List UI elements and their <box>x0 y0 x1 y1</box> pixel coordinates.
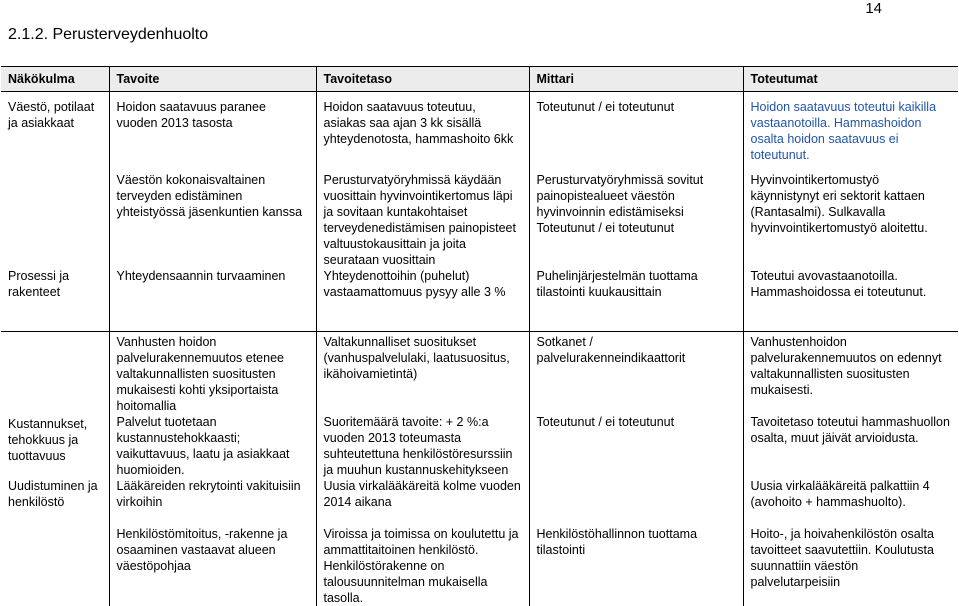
cell-perspective <box>1 332 109 415</box>
page-number: 14 <box>865 0 882 17</box>
table-row <box>1 268 958 332</box>
table-header-row <box>1 67 958 92</box>
table-row <box>1 526 958 606</box>
cell-target: Viroissa ja toimissa on koulutettu ja ammattitaitoinen henkilöstö. Henkilöstörakenne on talousuunnitelman mukaisella tasolla. <box>316 526 529 606</box>
cell-metric <box>529 478 743 526</box>
cell-goal: Väestön kokonaisvaltainen terveyden edistäminen yhteistyössä jäsenkuntien kanssa <box>109 172 316 268</box>
cell-result: Hoidon saatavuus toteutui kaikilla vastaanotoilla. Hammashoidon osalta hoidon saatavuus ei toteutunut. <box>743 92 958 172</box>
column-header-target: Tavoitetaso <box>316 67 529 92</box>
section-heading: 2.1.2. Perusterveydenhuolto <box>8 26 209 43</box>
cell-metric: Toteutunut / ei toteutunut <box>529 92 743 172</box>
cell-perspective: Kustannukset, tehokkuus ja tuottavuus <box>8 417 88 463</box>
cell-metric: Sotkanet / palvelurakenneindikaattorit <box>529 332 743 415</box>
cell-goal: Lääkäreiden rekrytointi vakituisiin virkoihin <box>109 478 316 526</box>
cell-metric: Perusturvatyöryhmissä sovitut painopistealueet väestön hyvinvoinnin edistämiseksi Toteutunut / ei toteutunut <box>529 172 743 268</box>
cell-goal: Palvelut tuotetaan kustannustehokkaasti; vaikuttavuus, laatu ja asiakkaat huomioiden. <box>109 414 316 478</box>
cell-target: Hoidon saatavuus toteutuu, asiakas saa ajan 3 kk sisällä yhteydenotosta, hammashoito 6kk <box>316 92 529 172</box>
cell-result: Hyvinvointikertomustyö käynnistynyt eri sektorit kattaen (Rantasalmi). Sulkavalla hyvinvointikertomustyö aloitettu. <box>743 172 958 268</box>
column-header-result: Toteutumat <box>743 67 958 92</box>
column-header-perspective: Näkökulma <box>1 67 109 92</box>
cell-perspective <box>1 172 109 268</box>
column-header-metric: Mittari <box>529 67 743 92</box>
indicator-table <box>1 66 958 606</box>
cell-goal: Hoidon saatavuus paranee vuoden 2013 tasosta <box>109 92 316 172</box>
table-row <box>1 92 958 172</box>
cell-metric: Henkilöstöhallinnon tuottama tilastointi <box>529 526 743 606</box>
table-row <box>1 172 958 268</box>
cell-result: Tavoitetaso toteutui hammashuollon osalta, muut jäivät arvioidusta. <box>743 414 958 478</box>
cell-result: Vanhustenhoidon palvelurakennemuutos on edennyt valtakunnallisten suositusten mukaisesti. <box>743 332 958 415</box>
cell-target: Perusturvatyöryhmissä käydään vuosittain hyvinvointikertomus läpi ja sovitaan kuntakohtaiset terveydenedistämisen painopisteet valtuustokausittain ja joita seurataan vuosittain <box>316 172 529 268</box>
cell-result: Toteutui avovastaanotoilla. Hammashoidossa ei toteutunut. <box>743 268 958 332</box>
cell-target: Suoritemäärä tavoite: + 2 %:a vuoden 2013 toteumasta suhteutettuna henkilöstöresurssiin ja muuhun kustannuskehitykseen <box>316 414 529 478</box>
cell-metric: Puhelinjärjestelmän tuottama tilastointi kuukausittain <box>529 268 743 332</box>
cell-target: Yhteydenottoihin (puhelut) vastaamattomuus pysyy alle 3 % <box>316 268 529 332</box>
table-row <box>1 332 958 415</box>
cell-perspective <box>1 526 109 606</box>
table-row <box>1 414 958 478</box>
cell-perspective: Prosessi ja rakenteet <box>1 268 109 332</box>
cell-target: Valtakunnalliset suositukset (vanhuspalvelulaki, laatusuositus, ikähoivamietintä) <box>316 332 529 415</box>
cell-perspective: Väestö, potilaat ja asiakkaat <box>8 100 95 130</box>
cell-perspective: Uudistuminen ja henkilöstö <box>8 479 98 509</box>
cell-result: Hoito-, ja hoivahenkilöstön osalta tavoitteet saavutettiin. Koulutusta suunnattiin väestön palvelutarpeisiin <box>743 526 958 606</box>
column-header-goal: Tavoite <box>109 67 316 92</box>
table-row <box>1 478 958 526</box>
cell-metric: Toteutunut / ei toteutunut <box>529 414 743 478</box>
cell-goal: Henkilöstömitoitus, -rakenne ja osaaminen vastaavat alueen väestöpohjaa <box>109 526 316 606</box>
cell-result: Uusia virkalääkäreitä palkattiin 4 (avohoito + hammashuolto). <box>743 478 958 526</box>
cell-goal: Vanhusten hoidon palvelurakennemuutos etenee valtakunnallisten suositusten mukaisesti kohti yksiportaista hoitomallia <box>109 332 316 415</box>
cell-target: Uusia virkalääkäreitä kolme vuoden 2014 aikana <box>316 478 529 526</box>
cell-goal: Yhteydensaannin turvaaminen <box>109 268 316 332</box>
